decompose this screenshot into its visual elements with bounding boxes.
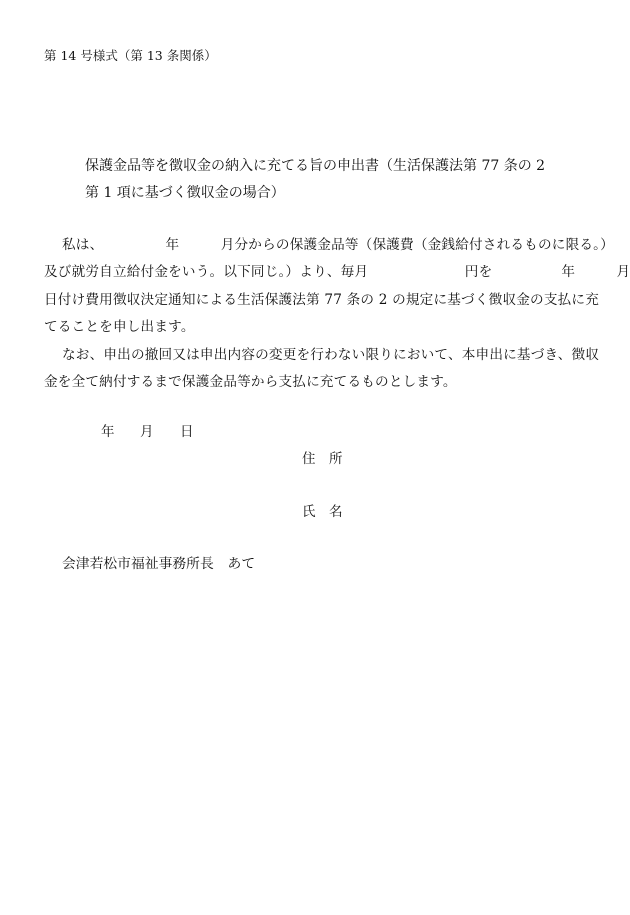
body-line-5: なお、申出の撤回又は申出内容の変更を行わない限りにおいて、本申出に基づき、徴収: [62, 347, 600, 363]
name-label: 氏 名: [302, 504, 343, 520]
body-line-2: 及び就労自立給付金をいう。以下同じ。）より、毎月 円を 年 月: [44, 264, 630, 280]
form-number: 第 14 号様式（第 13 条関係）: [44, 48, 217, 63]
body-line-4: てることを申し出ます。: [44, 319, 195, 335]
title-line-1: 保護金品等を徴収金の納入に充てる旨の申出書（生活保護法第 77 条の 2: [85, 158, 546, 174]
date-day-label: 日: [180, 424, 194, 440]
address-label: 住 所: [302, 451, 343, 467]
addressee: 会津若松市福祉事務所長 あて: [62, 556, 256, 572]
date-year-label: 年: [101, 424, 115, 440]
date-month-label: 月: [140, 424, 154, 440]
body-line-1: 私は、 年 月分からの保護金品等（保護費（金銭給付されるものに限る。）: [62, 237, 614, 253]
body-line-6: 金を全て納付するまで保護金品等から支払に充てるものとします。: [44, 374, 457, 390]
body-line-3: 日付け費用徴収決定通知による生活保護法第 77 条の 2 の規定に基づく徴収金の支払に充: [44, 292, 599, 308]
title-line-2: 第 1 項に基づく徴収金の場合）: [85, 185, 285, 201]
